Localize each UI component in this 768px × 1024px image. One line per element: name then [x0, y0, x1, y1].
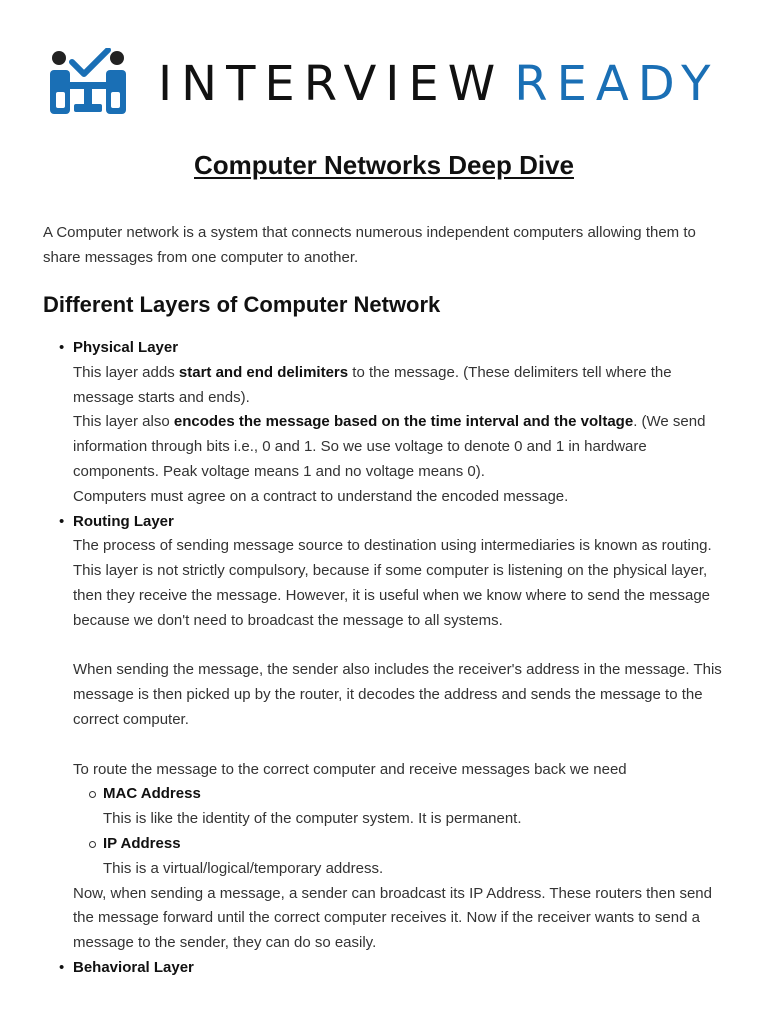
physical-p1 — [73, 361, 733, 411]
routing-p3: To route the message to the correct computer and receive messages back we need — [73, 760, 627, 778]
list-item-routing-layer — [73, 510, 733, 956]
ip-address-title: IP Address — [103, 834, 181, 852]
routing-layer-title: • Routing Layer — [73, 512, 174, 530]
physical-p3: Computers must agree on a contract to understand the encoded message. — [73, 487, 569, 505]
list-item-behavioral-layer — [73, 956, 733, 981]
section-heading: Different Layers of Computer Network — [43, 292, 441, 317]
list-item-physical-layer — [73, 336, 733, 510]
intro-paragraph: A Computer network is a system that connects numerous independent computers allowing them to share messages from one computer to another. — [43, 224, 696, 266]
routing-p2: When sending the message, the sender also includes the receiver's address in the message. This message is then picked up by the router, it decodes the address and sends the message to the correct computer. — [73, 661, 722, 728]
behavioral-layer-title: • Behavioral Layer — [73, 958, 194, 976]
address-list — [73, 782, 733, 881]
page-title: Computer Networks Deep Dive — [194, 150, 574, 180]
list-item-ip-address — [103, 832, 733, 882]
physical-layer-title: • Physical Layer — [73, 339, 179, 356]
layers-list — [73, 336, 733, 981]
physical-p1-bold: start and end delimiters — [178, 363, 349, 381]
routing-p4: Now, when sending a message, a sender can broadcast its IP Address. These routers then send the message forward until the correct computer receives it. Now if the receiver wants to send a message to the sender, they can do so easily. — [73, 884, 712, 952]
logo — [48, 48, 728, 118]
mac-address-text: This is like the identity of the computer system. It is permanent. — [103, 810, 522, 828]
physical-p2 — [73, 410, 733, 484]
physical-p2-a: This layer also — [73, 413, 174, 431]
list-item-mac-address — [103, 782, 733, 832]
logo-wordmark — [158, 54, 719, 114]
physical-p2-c: . (We send information through bits i.e., 0 and 1. So we use voltage to denote 0 and 1 in hardware components. Peak voltage means 1 and no voltage means 0). — [73, 413, 706, 480]
mac-address-title: MAC Address — [103, 785, 201, 803]
physical-p1-c: to the message. (These delimiters tell where the message starts and ends). — [73, 363, 672, 406]
ip-address-text: This is a virtual/logical/temporary address. — [103, 859, 384, 877]
logo-word-interview: INTERVIEW — [158, 56, 505, 112]
interview-ready-logo-icon — [48, 48, 128, 116]
physical-p1-a: This layer adds — [73, 363, 179, 381]
physical-p2-bold: encodes the message based on the time interval and the voltage — [173, 413, 634, 431]
logo-word-ready: READY — [514, 56, 720, 112]
routing-p1: The process of sending message source to destination using intermediaries is known as routing. This layer is not strictly compulsory, because if some computer is listening on the physical layer, then they receive the message. However, it is useful when we know where to send the message because we don't need to broadcast the message to all systems. — [73, 537, 712, 629]
